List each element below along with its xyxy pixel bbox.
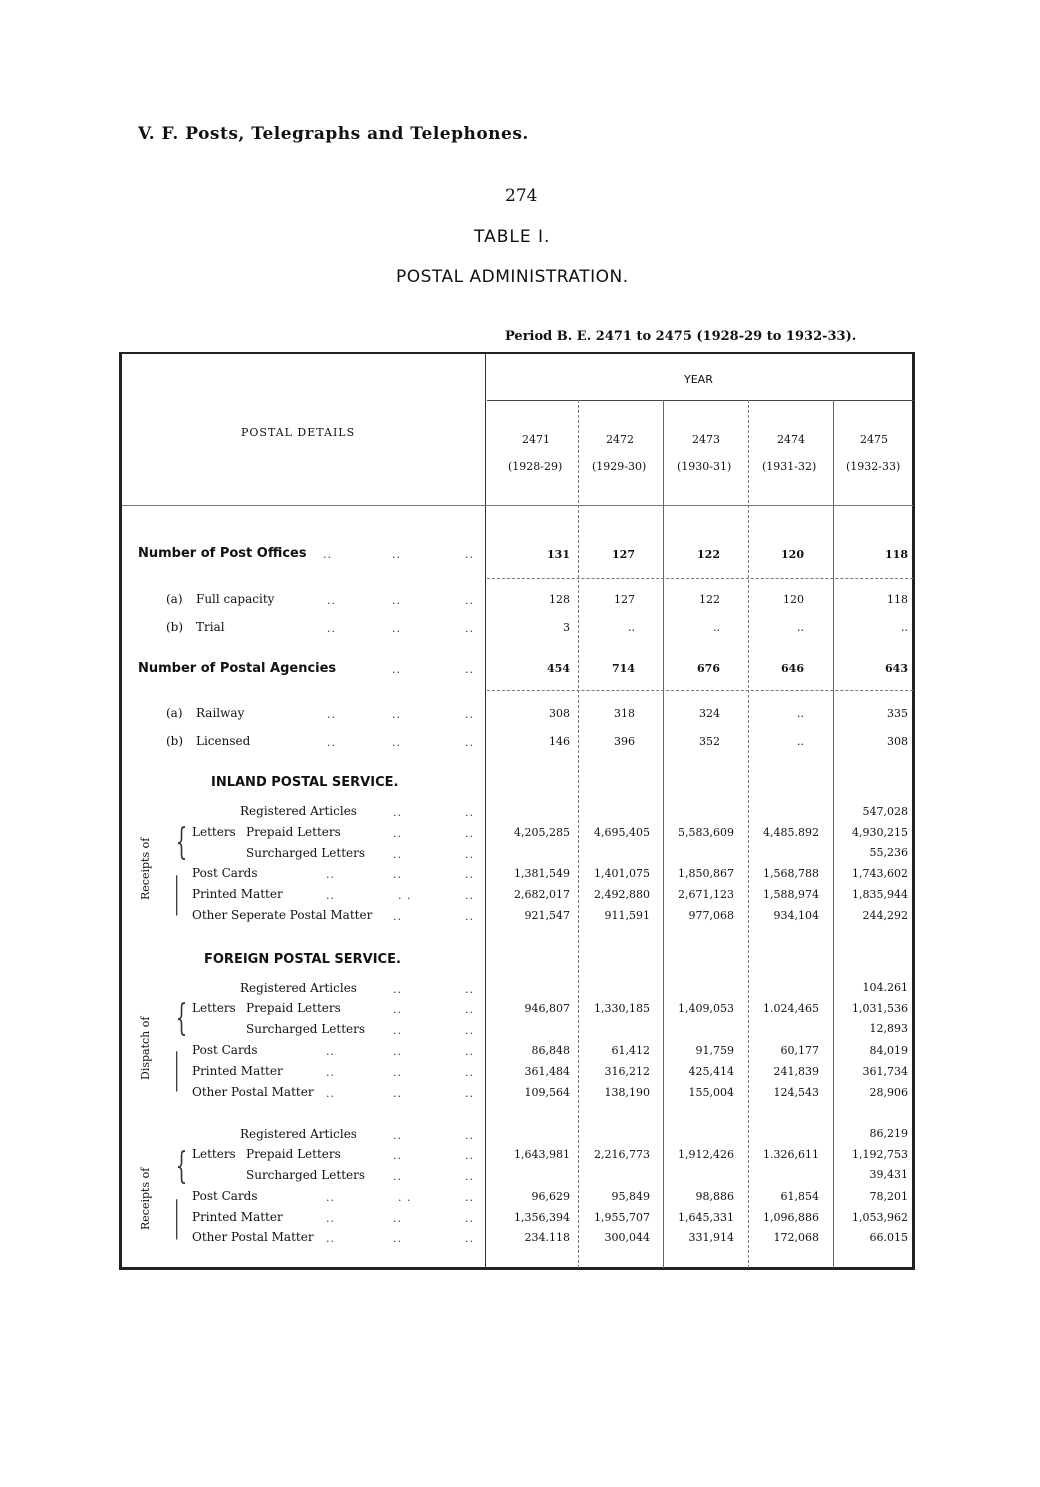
- foreign-dispatch-post-cards-2475: 84,019: [869, 1044, 908, 1057]
- column-span-1931-32: (1931-32): [762, 460, 817, 473]
- trial-2472: ..: [628, 621, 635, 634]
- brace: |: [174, 1046, 180, 1092]
- leader-dots: ..: [465, 1066, 474, 1079]
- foreign-receipts-post-cards-2471: 96,629: [531, 1190, 570, 1203]
- leader-dots: ..: [392, 548, 401, 561]
- row-prefix: (a): [166, 592, 183, 606]
- leader-dots: ..: [393, 1129, 402, 1142]
- foreign-receipts-prepaid-2474: 1.326,611: [763, 1148, 819, 1161]
- year-header: YEAR: [684, 373, 713, 386]
- railway-2474: ..: [797, 707, 804, 720]
- railway-2475: 335: [887, 707, 908, 720]
- foreign-receipts-printed-label: Printed Matter: [192, 1210, 283, 1224]
- foreign-receipts-printed-2472: 1,955,707: [594, 1211, 650, 1224]
- leader-dots: ..: [393, 848, 402, 861]
- leader-dots: ..: [323, 548, 332, 561]
- leader-dots: ..: [392, 622, 401, 635]
- leader-dots: ..: [392, 663, 401, 676]
- inland-post-cards-2475: 1,743,602: [852, 867, 908, 880]
- leader-dots: ..: [393, 1212, 402, 1225]
- post-offices-2471: 131: [547, 548, 570, 561]
- inland-surcharged-2475: 55,236: [869, 846, 908, 859]
- leader-dots: ..: [393, 868, 402, 881]
- postal-agencies-2474: 646: [781, 662, 804, 675]
- leader-dots: ..: [393, 1149, 402, 1162]
- leader-dots: ..: [465, 1045, 474, 1058]
- inland-prepaid-2475: 4,930,215: [852, 826, 908, 839]
- inland-registered-label: Registered Articles: [240, 804, 357, 818]
- table-title: TABLE I.: [474, 227, 551, 247]
- inland-printed-2471: 2,682,017: [514, 888, 570, 901]
- leader-dots: ..: [465, 1191, 474, 1204]
- foreign-dispatch-prepaid-2475: 1,031,536: [852, 1002, 908, 1015]
- inland-prepaid-2472: 4,695,405: [594, 826, 650, 839]
- column-year-2472: 2472: [606, 433, 634, 446]
- foreign-receipts-printed-2473: 1,645,331: [678, 1211, 734, 1224]
- inland-prepaid-2473: 5,583,609: [678, 826, 734, 839]
- leader-dots: ..: [465, 594, 474, 607]
- leader-dots: ..: [465, 868, 474, 881]
- licensed-label: Licensed: [196, 734, 251, 748]
- leader-dots: ..: [326, 868, 335, 881]
- brace: |: [174, 1194, 180, 1240]
- postal-agencies-2473: 676: [697, 662, 720, 675]
- licensed-2473: 352: [699, 735, 720, 748]
- foreign-receipts-registered-2475: 86,219: [869, 1127, 908, 1140]
- section-heading: V. F. Posts, Telegraphs and Telephones.: [138, 124, 529, 144]
- leader-dots: ..: [393, 983, 402, 996]
- inland-post-cards-2471: 1,381,549: [514, 867, 570, 880]
- foreign-receipts-post-cards-label: Post Cards: [192, 1189, 258, 1203]
- foreign-receipts-surcharged-2475: 39,431: [869, 1168, 908, 1181]
- inland-printed-2472: 2,492,880: [594, 888, 650, 901]
- foreign-dispatch-other-2473: 155,004: [688, 1086, 734, 1099]
- inland-printed-2475: 1,835,944: [852, 888, 908, 901]
- inland-prepaid-2474: 4,485.892: [763, 826, 819, 839]
- postal-agencies-label: Number of Postal Agencies: [138, 661, 337, 676]
- post-offices-label: Number of Post Offices: [138, 546, 307, 561]
- leader-dots: ..: [327, 708, 336, 721]
- column-span-1930-31: (1930-31): [677, 460, 732, 473]
- leader-dots: ..: [326, 1232, 335, 1245]
- leader-dots: ..: [392, 736, 401, 749]
- leader-dots: ..: [392, 594, 401, 607]
- foreign-dispatch-other-2475: 28,906: [869, 1086, 908, 1099]
- leader-dots: ..: [465, 1170, 474, 1183]
- inland-other-label: Other Seperate Postal Matter: [192, 908, 373, 922]
- inland-other-2472: 911,591: [604, 909, 650, 922]
- railway-2473: 324: [699, 707, 720, 720]
- table-frame: [119, 352, 915, 1270]
- foreign-receipts-side-label: Receipts of: [139, 1167, 152, 1230]
- row-prefix: (a): [166, 706, 183, 720]
- brace: {: [175, 822, 188, 863]
- full-capacity-label: Full capacity: [196, 592, 275, 606]
- foreign-dispatch-printed-2473: 425,414: [688, 1065, 734, 1078]
- row-prefix: (b): [166, 620, 184, 634]
- foreign-receipts-prepaid-2472: 2,216,773: [594, 1148, 650, 1161]
- leader-dots: ..: [393, 910, 402, 923]
- leader-dots: ..: [465, 708, 474, 721]
- foreign-dispatch-letters-label: Letters: [192, 1001, 236, 1015]
- foreign-dispatch-prepaid-2472: 1,330,185: [594, 1002, 650, 1015]
- foreign-dispatch-registered-2475: 104.261: [862, 981, 908, 994]
- leader-dots: ..: [393, 1170, 402, 1183]
- inland-post-cards-label: Post Cards: [192, 866, 258, 880]
- foreign-receipts-printed-2471: 1,356,394: [514, 1211, 570, 1224]
- trial-2473: ..: [713, 621, 720, 634]
- inland-letters-label: Letters: [192, 825, 236, 839]
- inland-other-2471: 921,547: [524, 909, 570, 922]
- leader-dots: ..: [393, 1232, 402, 1245]
- inland-registered-2475: 547,028: [862, 805, 908, 818]
- row-prefix: (b): [166, 734, 184, 748]
- leader-dots: ..: [326, 889, 335, 902]
- row-rule-1: [487, 578, 913, 579]
- foreign-dispatch-surcharged-2475: 12,893: [869, 1022, 908, 1035]
- full-capacity-2475: 118: [887, 593, 908, 606]
- foreign-receipts-post-cards-2475: 78,201: [869, 1190, 908, 1203]
- leader-dots: ..: [465, 1024, 474, 1037]
- inland-section-title: INLAND POSTAL SERVICE.: [211, 775, 399, 790]
- foreign-receipts-prepaid-2471: 1,643,981: [514, 1148, 570, 1161]
- page-number: 274: [505, 186, 538, 206]
- leader-dots: ..: [393, 1024, 402, 1037]
- trial-2474: ..: [797, 621, 804, 634]
- foreign-receipts-printed-2474: 1,096,886: [763, 1211, 819, 1224]
- railway-label: Railway: [196, 706, 245, 720]
- inland-other-2473: 977,068: [688, 909, 734, 922]
- leader-dots: ..: [393, 827, 402, 840]
- leader-dots: ..: [465, 827, 474, 840]
- foreign-dispatch-post-cards-2472: 61,412: [611, 1044, 650, 1057]
- leader-dots: ..: [327, 736, 336, 749]
- inland-prepaid-2471: 4,205,285: [514, 826, 570, 839]
- period-note: Period B. E. 2471 to 2475 (1928-29 to 1932-33).: [505, 329, 857, 344]
- leader-dots: ..: [465, 1003, 474, 1016]
- leader-dots: ..: [393, 1066, 402, 1079]
- inland-other-2474: 934,104: [773, 909, 819, 922]
- column-year-2471: 2471: [522, 433, 550, 446]
- inland-side-label: Receipts of: [139, 837, 152, 900]
- foreign-dispatch-post-cards-label: Post Cards: [192, 1043, 258, 1057]
- railway-2471: 308: [549, 707, 570, 720]
- foreign-dispatch-other-label: Other Postal Matter: [192, 1085, 314, 1099]
- row-rule-2: [487, 690, 913, 691]
- trial-label: Trial: [196, 620, 225, 634]
- post-offices-2473: 122: [697, 548, 720, 561]
- leader-dots: ..: [465, 1087, 474, 1100]
- postal-agencies-2471: 454: [547, 662, 570, 675]
- foreign-receipts-printed-2475: 1,053,962: [852, 1211, 908, 1224]
- foreign-dispatch-printed-2472: 316,212: [604, 1065, 650, 1078]
- foreign-dispatch-post-cards-2473: 91,759: [695, 1044, 734, 1057]
- leader-dots: ..: [326, 1045, 335, 1058]
- inland-printed-2474: 1,588,974: [763, 888, 819, 901]
- foreign-receipts-post-cards-2474: 61,854: [780, 1190, 819, 1203]
- inland-printed-label: Printed Matter: [192, 887, 283, 901]
- foreign-receipts-surcharged-label: Surcharged Letters: [246, 1168, 366, 1182]
- foreign-receipts-other-2475: 66.015: [869, 1231, 908, 1244]
- licensed-2474: ..: [797, 735, 804, 748]
- leader-dots: ..: [465, 548, 474, 561]
- leader-dots: ..: [327, 622, 336, 635]
- trial-2471: 3: [563, 621, 570, 634]
- foreign-dispatch-printed-2474: 241,839: [773, 1065, 819, 1078]
- leader-dots: . .: [398, 889, 412, 902]
- foreign-dispatch-other-2472: 138,190: [604, 1086, 650, 1099]
- foreign-dispatch-printed-2471: 361,484: [524, 1065, 570, 1078]
- foreign-dispatch-prepaid-2471: 946,807: [524, 1002, 570, 1015]
- trial-2475: ..: [901, 621, 908, 634]
- leader-dots: ..: [393, 1087, 402, 1100]
- column-span-1928-29: (1928-29): [508, 460, 563, 473]
- leader-dots: ..: [326, 1212, 335, 1225]
- foreign-dispatch-post-cards-2471: 86,848: [531, 1044, 570, 1057]
- brace: {: [175, 1146, 188, 1187]
- leader-dots: ..: [326, 1066, 335, 1079]
- year-header-rule: [487, 400, 915, 401]
- brace: {: [175, 998, 188, 1039]
- licensed-2471: 146: [549, 735, 570, 748]
- leader-dots: ..: [465, 889, 474, 902]
- full-capacity-2474: 120: [783, 593, 804, 606]
- full-capacity-2472: 127: [614, 593, 635, 606]
- inland-post-cards-2472: 1,401,075: [594, 867, 650, 880]
- foreign-receipts-other-2471: 234.118: [524, 1231, 570, 1244]
- table-subtitle: POSTAL ADMINISTRATION.: [396, 267, 629, 287]
- inland-post-cards-2473: 1,850,867: [678, 867, 734, 880]
- column-year-2473: 2473: [692, 433, 720, 446]
- column-span-1932-33: (1932-33): [846, 460, 901, 473]
- inland-surcharged-label: Surcharged Letters: [246, 846, 366, 860]
- leader-dots: ..: [465, 1129, 474, 1142]
- full-capacity-2471: 128: [549, 593, 570, 606]
- leader-dots: ..: [393, 1045, 402, 1058]
- inland-prepaid-label: Prepaid Letters: [246, 825, 341, 839]
- foreign-dispatch-post-cards-2474: 60,177: [780, 1044, 819, 1057]
- column-year-2474: 2474: [777, 433, 805, 446]
- foreign-section-title: FOREIGN POSTAL SERVICE.: [204, 952, 401, 967]
- leader-dots: ..: [465, 622, 474, 635]
- leader-dots: ..: [326, 1087, 335, 1100]
- foreign-dispatch-other-2474: 124,543: [773, 1086, 819, 1099]
- foreign-receipts-other-2473: 331,914: [688, 1231, 734, 1244]
- postal-details-header: POSTAL DETAILS: [241, 426, 356, 439]
- licensed-2472: 396: [614, 735, 635, 748]
- foreign-receipts-prepaid-2475: 1,192,753: [852, 1148, 908, 1161]
- railway-2472: 318: [614, 707, 635, 720]
- foreign-receipts-other-label: Other Postal Matter: [192, 1230, 314, 1244]
- foreign-dispatch-prepaid-2473: 1,409,053: [678, 1002, 734, 1015]
- leader-dots: ..: [465, 983, 474, 996]
- leader-dots: ..: [465, 1212, 474, 1225]
- leader-dots: ..: [392, 708, 401, 721]
- licensed-2475: 308: [887, 735, 908, 748]
- foreign-dispatch-printed-2475: 361,734: [862, 1065, 908, 1078]
- foreign-receipts-prepaid-label: Prepaid Letters: [246, 1147, 341, 1161]
- foreign-receipts-other-2472: 300,044: [604, 1231, 650, 1244]
- foreign-receipts-post-cards-2472: 95,849: [611, 1190, 650, 1203]
- leader-dots: ..: [327, 594, 336, 607]
- leader-dots: ..: [465, 848, 474, 861]
- leader-dots: ..: [465, 663, 474, 676]
- foreign-dispatch-surcharged-label: Surcharged Letters: [246, 1022, 366, 1036]
- foreign-receipts-registered-label: Registered Articles: [240, 1127, 357, 1141]
- postal-agencies-2475: 643: [885, 662, 908, 675]
- leader-dots: ..: [465, 736, 474, 749]
- post-offices-2475: 118: [885, 548, 908, 561]
- column-year-2475: 2475: [860, 433, 888, 446]
- leader-dots: ..: [326, 1191, 335, 1204]
- inland-post-cards-2474: 1,568,788: [763, 867, 819, 880]
- inland-printed-2473: 2,671,123: [678, 888, 734, 901]
- foreign-dispatch-side-label: Dispatch of: [139, 1016, 152, 1080]
- leader-dots: ..: [393, 1003, 402, 1016]
- post-offices-2472: 127: [612, 548, 635, 561]
- foreign-dispatch-prepaid-2474: 1.024,465: [763, 1002, 819, 1015]
- details-column-divider: [485, 354, 486, 1268]
- foreign-receipts-post-cards-2473: 98,886: [695, 1190, 734, 1203]
- leader-dots: . .: [398, 1191, 412, 1204]
- postal-agencies-2472: 714: [612, 662, 635, 675]
- leader-dots: ..: [465, 806, 474, 819]
- foreign-dispatch-registered-label: Registered Articles: [240, 981, 357, 995]
- foreign-receipts-prepaid-2473: 1,912,426: [678, 1148, 734, 1161]
- header-bottom-rule: [122, 505, 913, 506]
- leader-dots: ..: [465, 1232, 474, 1245]
- foreign-dispatch-printed-label: Printed Matter: [192, 1064, 283, 1078]
- inland-other-2475: 244,292: [862, 909, 908, 922]
- leader-dots: ..: [465, 910, 474, 923]
- leader-dots: ..: [465, 1149, 474, 1162]
- foreign-receipts-other-2474: 172,068: [773, 1231, 819, 1244]
- post-offices-2474: 120: [781, 548, 804, 561]
- column-span-1929-30: (1929-30): [592, 460, 647, 473]
- leader-dots: ..: [393, 806, 402, 819]
- foreign-dispatch-other-2471: 109,564: [524, 1086, 570, 1099]
- full-capacity-2473: 122: [699, 593, 720, 606]
- brace: |: [174, 870, 180, 916]
- foreign-receipts-letters-label: Letters: [192, 1147, 236, 1161]
- foreign-dispatch-prepaid-label: Prepaid Letters: [246, 1001, 341, 1015]
